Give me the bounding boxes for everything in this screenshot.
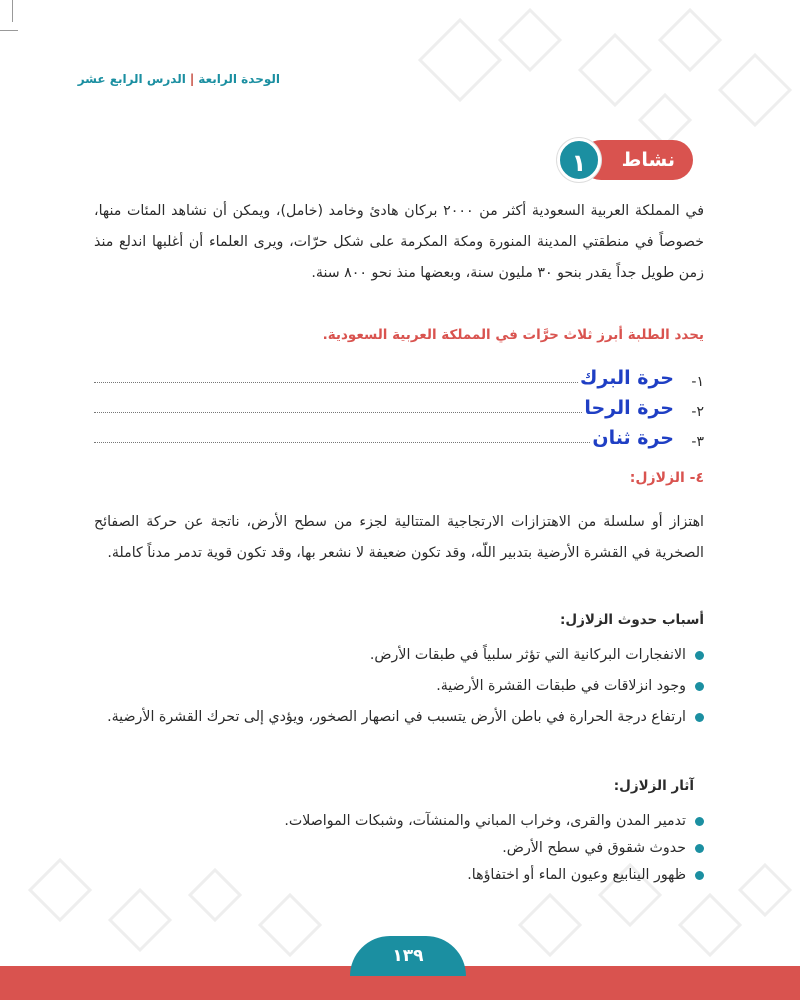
breadcrumb-separator: | (189, 72, 195, 86)
list-item (94, 835, 704, 862)
crop-mark (0, 30, 18, 31)
bullet-icon (695, 682, 704, 691)
answer-text: حرة ثنان (592, 427, 674, 449)
answer-line (94, 390, 704, 420)
crop-mark (12, 0, 13, 22)
causes-title: أسباب حدوث الزلازل: (560, 612, 704, 628)
bullet-icon (695, 713, 704, 722)
list-item-text: وجود انزلاقات في طبقات القشرة الأرضية. (436, 678, 686, 694)
list-item-text: تدمير المدن والقرى، وخراب المباني والمنشآت، وشبكات المواصلات. (284, 813, 686, 829)
answer-line (94, 420, 704, 450)
list-item (94, 671, 704, 702)
list-item-text: حدوث شقوق في سطح الأرض. (502, 840, 686, 856)
intro-text: في المملكة العربية السعودية أكثر من ٢٠٠٠ بركان هادئ وخامد (خامل)، ويمكن أن نشاهد المئات منها، خصوصاً في منطقتي المدينة المنورة ومكة المكرمة على شكل حرّات، ويرى العلماء أن أغلبها اندلع منذ زمن طويل جداً يقدر بنحو ٣٠ مليون سنة، وبعضها منذ نحو ٨٠٠ سنة. (94, 203, 704, 281)
list-item-text: الانفجارات البركانية التي تؤثر سلبياً في طبقات الأرض. (369, 647, 686, 663)
list-item (94, 702, 704, 733)
earthquakes-text: اهتزاز أو سلسلة من الاهتزازات الارتجاجية المتتالية لجزء من سطح الأرض، ناتجة عن حركة الصفائح الصخرية في القشرة الأرضية بتدبير اللّه، وقد تكون ضعيفة لا نشعر بها، وقد تكون قوية تدمر مدناً كاملة. (94, 514, 704, 561)
bullet-icon (695, 651, 704, 660)
answer-number: ٣- (691, 434, 704, 450)
intro-paragraph (94, 196, 704, 289)
answer-number: ٢- (691, 404, 704, 420)
bullet-icon (695, 844, 704, 853)
answer-line (94, 360, 704, 390)
page-number: ١٣٩ (350, 936, 466, 976)
earthquakes-paragraph (94, 507, 704, 569)
answer-number: ١- (691, 374, 704, 390)
list-item-text: ارتفاع درجة الحرارة في باطن الأرض يتسبب في انصهار الصخور، ويؤدي إلى تحرك القشرة الأرضية. (107, 709, 686, 725)
list-item (94, 640, 704, 671)
lesson-label: الدرس الرابع عشر (77, 72, 186, 86)
list-item (94, 862, 704, 889)
bullet-icon (695, 817, 704, 826)
list-item (94, 808, 704, 835)
unit-label: الوحدة الرابعة (198, 72, 280, 86)
activity-label: نشاط (621, 149, 675, 171)
answer-lines (94, 360, 704, 450)
causes-list (94, 640, 704, 733)
effects-list (94, 808, 704, 889)
effects-title: آثار الزلازل: (613, 778, 694, 794)
dotted-line (94, 412, 582, 413)
activity-number: ١ (557, 138, 601, 182)
breadcrumb (30, 72, 280, 86)
bullet-icon (695, 871, 704, 880)
dotted-line (94, 442, 590, 443)
activity-badge (557, 138, 693, 182)
answer-text: حرة الرحا (584, 397, 674, 419)
dotted-line (94, 382, 578, 383)
answer-text: حرة البرك (580, 367, 674, 389)
list-item-text: ظهور الينابيع وعيون الماء أو اختفاؤها. (467, 867, 686, 883)
task-instruction: يحدد الطلبة أبرز ثلاث حرَّات في المملكة العربية السعودية. (322, 327, 704, 343)
earthquakes-title: ٤- الزلازل: (629, 470, 704, 486)
